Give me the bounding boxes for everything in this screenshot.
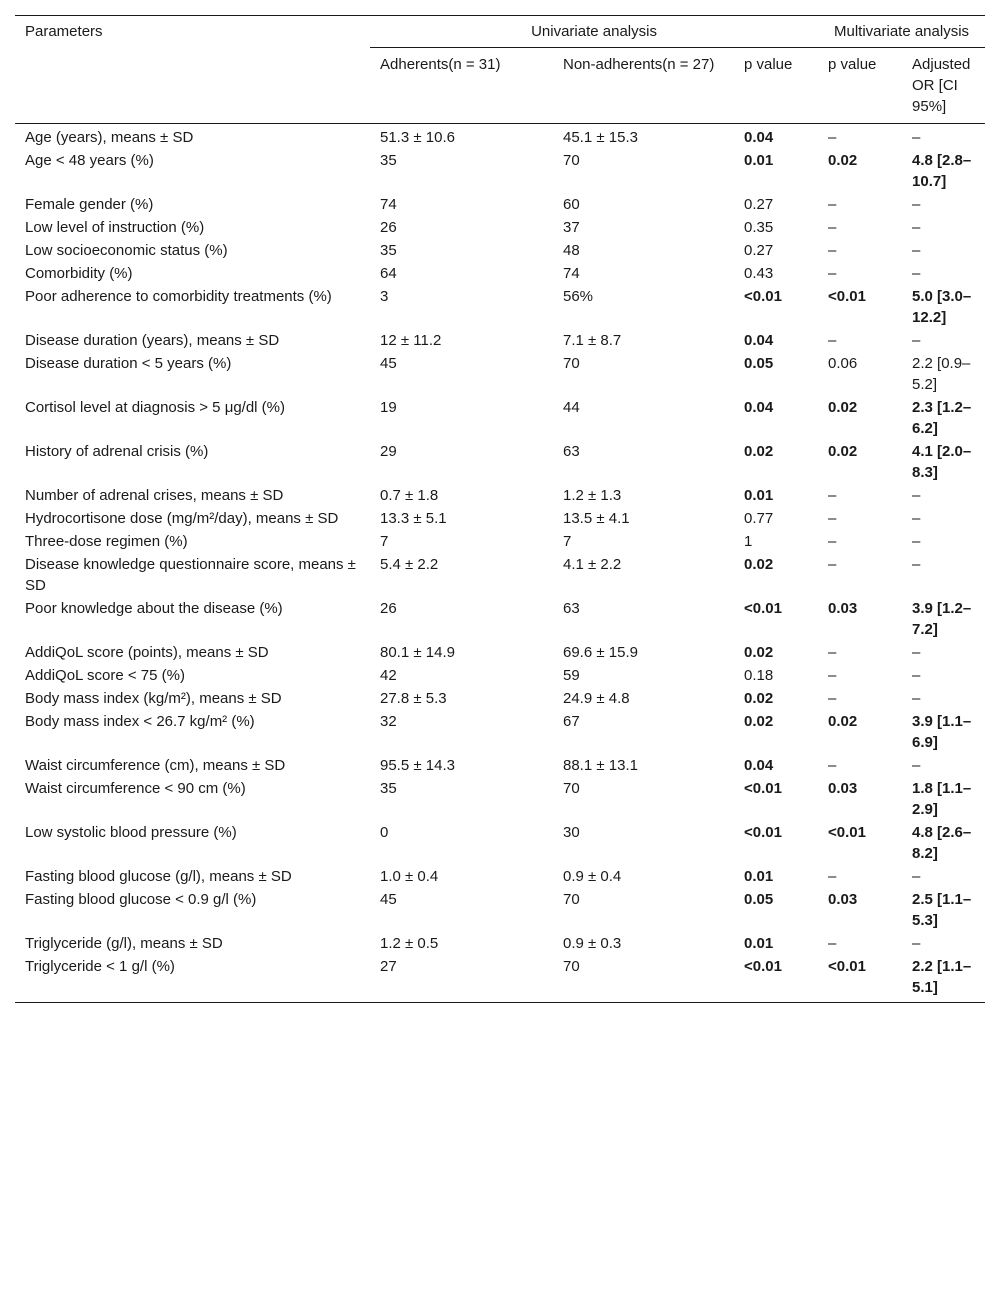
cell-adjusted-or: 2.2 [0.9–5.2] <box>912 355 971 393</box>
table-row <box>15 396 985 440</box>
cell-adherents: 26 <box>380 219 397 236</box>
cell-p-value-univariate: 0.02 <box>744 644 774 661</box>
cell-p-value-multivariate: 0.02 <box>828 152 858 169</box>
cell-p-value-multivariate: 0.02 <box>828 399 858 416</box>
cell-parameter: Cortisol level at diagnosis > 5 μg/dl (%) <box>25 399 286 416</box>
table-row <box>15 664 985 687</box>
table-row <box>15 440 985 484</box>
cell-adherents: 5.4 ± 2.2 <box>380 556 439 573</box>
cell-p-value-multivariate: – <box>828 196 837 213</box>
cell-adherents: 1.0 ± 0.4 <box>380 868 439 885</box>
cell-p-value-univariate: 0.02 <box>744 556 774 573</box>
cell-p-value-multivariate: <0.01 <box>828 958 866 975</box>
cell-non-adherents: 88.1 ± 13.1 <box>563 757 638 774</box>
cell-adherents: 12 ± 11.2 <box>380 332 442 349</box>
cell-p-value-univariate: 0.01 <box>744 935 774 952</box>
table-row <box>15 216 985 239</box>
cell-p-value-univariate: 0.01 <box>744 868 774 885</box>
cell-adherents: 35 <box>380 242 397 259</box>
cell-non-adherents: 60 <box>563 196 580 213</box>
table-row <box>15 932 985 955</box>
cell-parameter: Disease knowledge questionnaire score, means ± SD <box>25 556 356 594</box>
cell-parameter: Age < 48 years (%) <box>25 152 154 169</box>
cell-p-value-univariate: <0.01 <box>744 600 782 617</box>
cell-parameter: Number of adrenal crises, means ± SD <box>25 487 284 504</box>
cell-p-value-univariate: 0.02 <box>744 443 774 460</box>
cell-p-value-multivariate: – <box>828 935 837 952</box>
cell-parameter: History of adrenal crisis (%) <box>25 443 209 460</box>
non-adherents-label: Non-adherents(n = 27) <box>563 56 715 73</box>
header-parameters: Parameters <box>25 23 103 40</box>
header-non-adherents <box>553 48 734 124</box>
cell-parameter: Low level of instruction (%) <box>25 219 205 236</box>
cell-adjusted-or: 3.9 [1.2–7.2] <box>912 600 972 638</box>
cell-adherents: 64 <box>380 265 397 282</box>
cell-p-value-univariate: 0.05 <box>744 891 774 908</box>
table-row <box>15 955 985 1003</box>
cell-non-adherents: 70 <box>563 958 580 975</box>
cell-adjusted-or: 5.0 [3.0–12.2] <box>912 288 972 326</box>
cell-non-adherents: 59 <box>563 667 580 684</box>
cell-non-adherents: 44 <box>563 399 580 416</box>
cell-adherents: 35 <box>380 780 397 797</box>
table-container <box>15 15 985 1003</box>
cell-p-value-univariate: 0.01 <box>744 152 774 169</box>
cell-p-value-multivariate: 0.06 <box>828 355 858 372</box>
cell-non-adherents: 37 <box>563 219 580 236</box>
cell-p-value-multivariate: – <box>828 556 837 573</box>
cell-non-adherents: 70 <box>563 780 580 797</box>
header-univariate: Univariate analysis <box>370 16 818 48</box>
cell-p-value-univariate: 0.04 <box>744 399 774 416</box>
cell-adjusted-or: 4.8 [2.8–10.7] <box>912 152 972 190</box>
cell-p-value-univariate: 0.02 <box>744 713 774 730</box>
cell-adjusted-or: 4.1 [2.0–8.3] <box>912 443 972 481</box>
cell-p-value-multivariate: – <box>828 332 837 349</box>
cell-p-value-univariate: 0.02 <box>744 690 774 707</box>
cell-adjusted-or: – <box>912 265 921 282</box>
cell-non-adherents: 67 <box>563 713 580 730</box>
cell-adjusted-or: – <box>912 487 921 504</box>
cell-adherents: 3 <box>380 288 389 305</box>
cell-parameter: Hydrocortisone dose (mg/m²/day), means ± SD <box>25 510 339 527</box>
cell-parameter: Female gender (%) <box>25 196 154 213</box>
cell-non-adherents: 70 <box>563 891 580 908</box>
cell-p-value-multivariate: 0.02 <box>828 443 858 460</box>
cell-p-value-univariate: 0.04 <box>744 129 774 146</box>
cell-adherents: 19 <box>380 399 397 416</box>
cell-p-value-multivariate: – <box>828 487 837 504</box>
cell-non-adherents: 4.1 ± 2.2 <box>563 556 622 573</box>
cell-p-value-univariate: 1 <box>744 533 753 550</box>
cell-parameter: Low socioeconomic status (%) <box>25 242 228 259</box>
cell-non-adherents: 24.9 ± 4.8 <box>563 690 630 707</box>
table-row <box>15 530 985 553</box>
cell-adjusted-or: – <box>912 533 921 550</box>
table-row <box>15 193 985 216</box>
cell-parameter: AddiQoL score < 75 (%) <box>25 667 185 684</box>
cell-p-value-univariate: 0.01 <box>744 487 774 504</box>
table-body <box>15 124 985 1003</box>
table-row <box>15 777 985 821</box>
cell-adherents: 45 <box>380 355 397 372</box>
table-row <box>15 507 985 530</box>
table-row <box>15 865 985 888</box>
cell-p-value-univariate: 0.27 <box>744 196 774 213</box>
cell-p-value-multivariate: 0.03 <box>828 600 858 617</box>
table-row <box>15 352 985 396</box>
table-row <box>15 484 985 507</box>
cell-adherents: 1.2 ± 0.5 <box>380 935 439 952</box>
cell-p-value-univariate: <0.01 <box>744 780 782 797</box>
cell-p-value-multivariate: 0.03 <box>828 780 858 797</box>
cell-p-value-univariate: 0.04 <box>744 332 774 349</box>
cell-p-value-univariate: 0.43 <box>744 265 774 282</box>
table-header <box>15 16 985 124</box>
cell-adjusted-or: 3.9 [1.1–6.9] <box>912 713 972 751</box>
table-row <box>15 710 985 754</box>
cell-parameter: Low systolic blood pressure (%) <box>25 824 237 841</box>
cell-adjusted-or: 1.8 [1.1–2.9] <box>912 780 972 818</box>
cell-parameter: Fasting blood glucose < 0.9 g/l (%) <box>25 891 257 908</box>
cell-adherents: 51.3 ± 10.6 <box>380 129 455 146</box>
header-p-value-multivariate: p value <box>828 56 877 73</box>
table-row <box>15 124 985 150</box>
cell-p-value-multivariate: <0.01 <box>828 288 866 305</box>
table-row <box>15 754 985 777</box>
cell-adherents: 45 <box>380 891 397 908</box>
cell-adherents: 0.7 ± 1.8 <box>380 487 439 504</box>
cell-p-value-multivariate: 0.02 <box>828 713 858 730</box>
cell-adherents: 42 <box>380 667 397 684</box>
cell-parameter: Body mass index (kg/m²), means ± SD <box>25 690 282 707</box>
table-row <box>15 888 985 932</box>
cell-adherents: 29 <box>380 443 397 460</box>
cell-adjusted-or: – <box>912 667 921 684</box>
cell-p-value-multivariate: – <box>828 265 837 282</box>
cell-p-value-multivariate: – <box>828 667 837 684</box>
cell-parameter: Waist circumference (cm), means ± SD <box>25 757 286 774</box>
cell-p-value-multivariate: 0.03 <box>828 891 858 908</box>
table-row <box>15 285 985 329</box>
cell-non-adherents: 74 <box>563 265 580 282</box>
header-adjusted-or: Adjusted OR [CI 95%] <box>912 56 971 115</box>
cell-non-adherents: 30 <box>563 824 580 841</box>
cell-parameter: Disease duration (years), means ± SD <box>25 332 280 349</box>
cell-adjusted-or: 2.2 [1.1–5.1] <box>912 958 972 996</box>
cell-parameter: Poor adherence to comorbidity treatments (%) <box>25 288 332 305</box>
table-row <box>15 553 985 597</box>
cell-adherents: 95.5 ± 14.3 <box>380 757 455 774</box>
cell-adjusted-or: – <box>912 868 921 885</box>
cell-adherents: 26 <box>380 600 397 617</box>
cell-non-adherents: 0.9 ± 0.4 <box>563 868 622 885</box>
adherents-label: Adherents(n = 31) <box>380 56 501 73</box>
cell-adjusted-or: 4.8 [2.6–8.2] <box>912 824 972 862</box>
cell-non-adherents: 70 <box>563 355 580 372</box>
cell-non-adherents: 48 <box>563 242 580 259</box>
cell-p-value-univariate: 0.05 <box>744 355 774 372</box>
cell-adherents: 32 <box>380 713 397 730</box>
cell-non-adherents: 70 <box>563 152 580 169</box>
cell-parameter: Body mass index < 26.7 kg/m² (%) <box>25 713 255 730</box>
cell-adjusted-or: – <box>912 242 921 259</box>
header-adherents <box>370 48 553 124</box>
cell-adherents: 27.8 ± 5.3 <box>380 690 447 707</box>
cell-p-value-multivariate: <0.01 <box>828 824 866 841</box>
table-row <box>15 149 985 193</box>
cell-adjusted-or: – <box>912 556 921 573</box>
table-row <box>15 641 985 664</box>
cell-parameter: AddiQoL score (points), means ± SD <box>25 644 269 661</box>
cell-adherents: 7 <box>380 533 389 550</box>
cell-p-value-univariate: 0.04 <box>744 757 774 774</box>
results-table <box>15 15 985 1003</box>
cell-parameter: Fasting blood glucose (g/l), means ± SD <box>25 868 292 885</box>
cell-p-value-multivariate: – <box>828 868 837 885</box>
cell-p-value-multivariate: – <box>828 219 837 236</box>
cell-p-value-univariate: 0.35 <box>744 219 774 236</box>
cell-p-value-univariate: <0.01 <box>744 958 782 975</box>
cell-p-value-multivariate: – <box>828 533 837 550</box>
table-row <box>15 821 985 865</box>
cell-p-value-univariate: 0.27 <box>744 242 774 259</box>
cell-non-adherents: 0.9 ± 0.3 <box>563 935 622 952</box>
cell-adherents: 74 <box>380 196 397 213</box>
cell-adjusted-or: – <box>912 510 921 527</box>
cell-non-adherents: 56% <box>563 288 594 305</box>
cell-non-adherents: 45.1 ± 15.3 <box>563 129 638 146</box>
table-row <box>15 262 985 285</box>
header-p-value-univariate: p value <box>744 56 793 73</box>
cell-p-value-multivariate: – <box>828 690 837 707</box>
cell-non-adherents: 7.1 ± 8.7 <box>563 332 622 349</box>
cell-p-value-univariate: <0.01 <box>744 288 782 305</box>
cell-adjusted-or: – <box>912 196 921 213</box>
cell-parameter: Three-dose regimen (%) <box>25 533 188 550</box>
cell-parameter: Comorbidity (%) <box>25 265 133 282</box>
header-multivariate: Multivariate analysis <box>818 16 985 48</box>
cell-non-adherents: 63 <box>563 600 580 617</box>
cell-parameter: Disease duration < 5 years (%) <box>25 355 232 372</box>
cell-non-adherents: 1.2 ± 1.3 <box>563 487 622 504</box>
cell-adherents: 27 <box>380 958 397 975</box>
cell-adherents: 13.3 ± 5.1 <box>380 510 447 527</box>
cell-adherents: 35 <box>380 152 397 169</box>
cell-non-adherents: 13.5 ± 4.1 <box>563 510 630 527</box>
cell-adherents: 0 <box>380 824 389 841</box>
cell-adjusted-or: – <box>912 332 921 349</box>
cell-p-value-multivariate: – <box>828 510 837 527</box>
table-row <box>15 597 985 641</box>
cell-parameter: Waist circumference < 90 cm (%) <box>25 780 246 797</box>
cell-adjusted-or: 2.5 [1.1–5.3] <box>912 891 972 929</box>
cell-adjusted-or: – <box>912 757 921 774</box>
cell-adjusted-or: – <box>912 129 921 146</box>
cell-adjusted-or: 2.3 [1.2–6.2] <box>912 399 972 437</box>
cell-non-adherents: 63 <box>563 443 580 460</box>
cell-adjusted-or: – <box>912 219 921 236</box>
cell-p-value-multivariate: – <box>828 129 837 146</box>
cell-p-value-multivariate: – <box>828 644 837 661</box>
cell-parameter: Poor knowledge about the disease (%) <box>25 600 283 617</box>
cell-parameter: Triglyceride < 1 g/l (%) <box>25 958 175 975</box>
cell-p-value-univariate: 0.18 <box>744 667 774 684</box>
table-row <box>15 329 985 352</box>
cell-non-adherents: 7 <box>563 533 572 550</box>
cell-parameter: Triglyceride (g/l), means ± SD <box>25 935 223 952</box>
table-row <box>15 239 985 262</box>
cell-p-value-univariate: <0.01 <box>744 824 782 841</box>
cell-p-value-multivariate: – <box>828 242 837 259</box>
table-row <box>15 687 985 710</box>
cell-adherents: 80.1 ± 14.9 <box>380 644 455 661</box>
cell-non-adherents: 69.6 ± 15.9 <box>563 644 638 661</box>
cell-adjusted-or: – <box>912 644 921 661</box>
cell-parameter: Age (years), means ± SD <box>25 129 194 146</box>
cell-adjusted-or: – <box>912 935 921 952</box>
cell-p-value-univariate: 0.77 <box>744 510 774 527</box>
cell-adjusted-or: – <box>912 690 921 707</box>
cell-p-value-multivariate: – <box>828 757 837 774</box>
